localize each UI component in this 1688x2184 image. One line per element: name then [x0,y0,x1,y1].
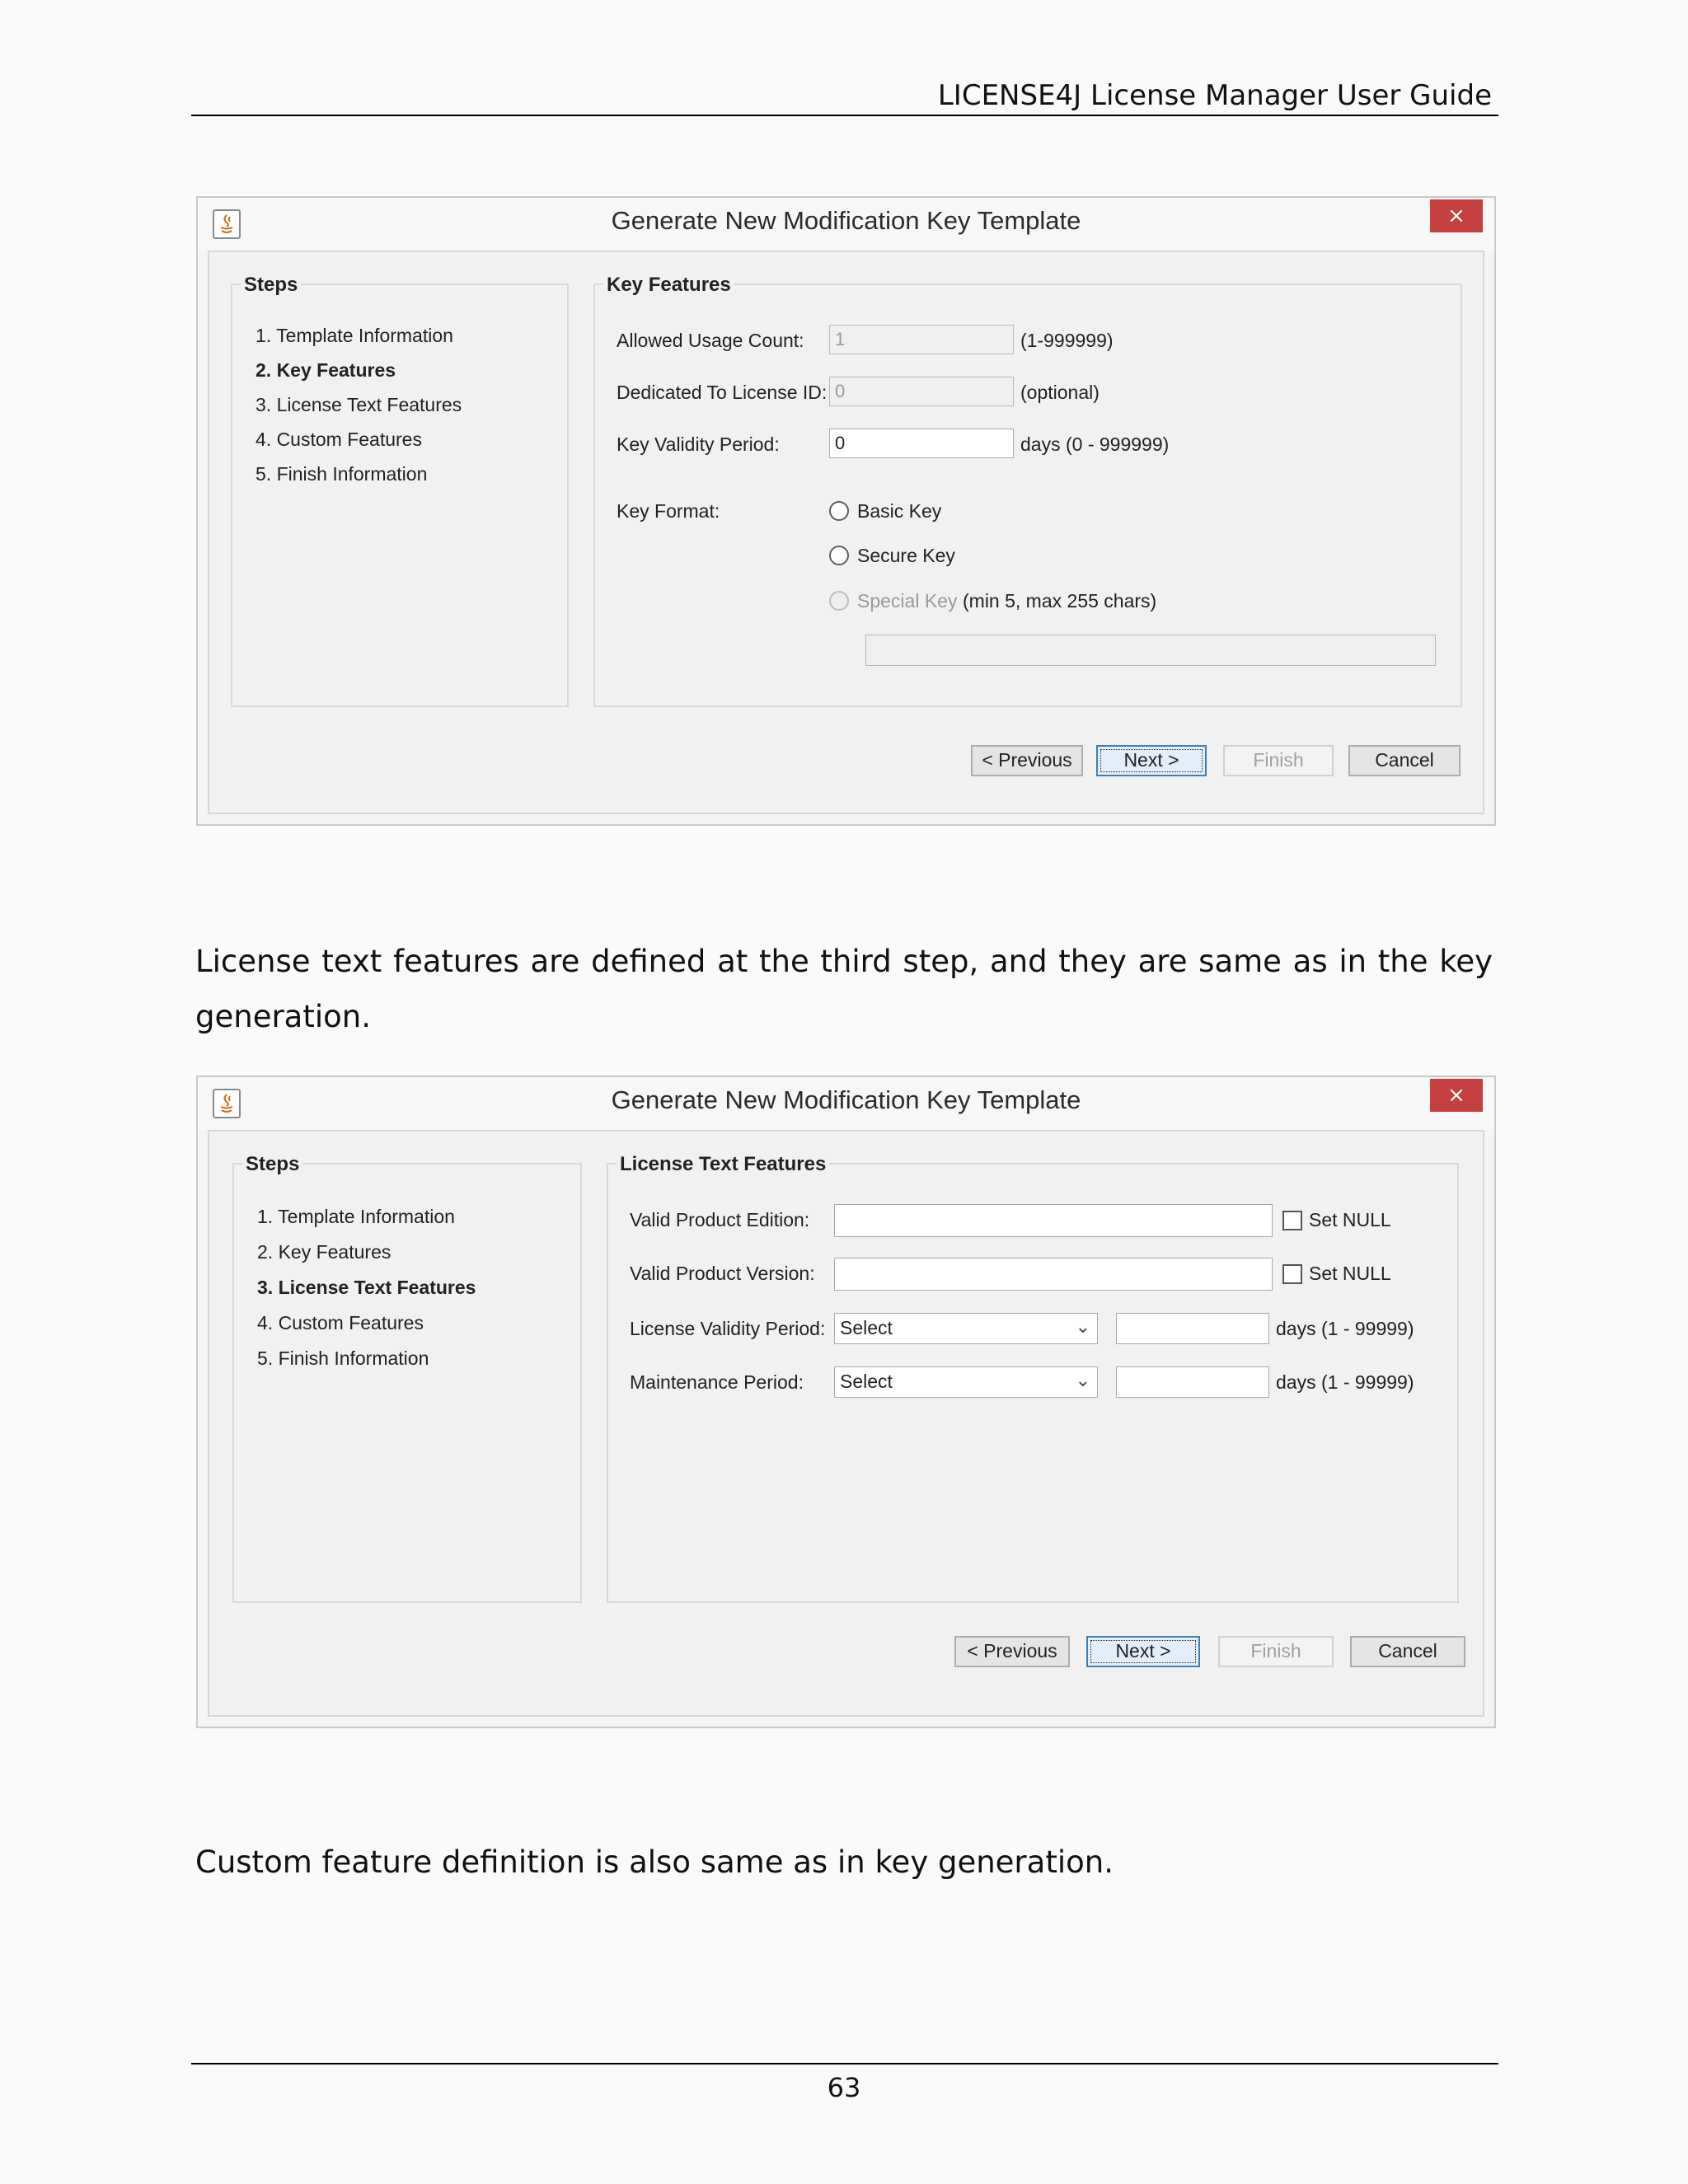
steps-panel [232,1153,582,1603]
dialog-key-features [196,196,1496,826]
license-validity-select-value: Select [840,1317,893,1338]
dialog-title: Generate New Modification Key Template [611,1085,1081,1114]
step-1: 1. Template Information [256,325,453,346]
product-version-label: Valid Product Version: [630,1263,815,1284]
dialog-body [208,1130,1484,1717]
special-key-hint: (min 5, max 255 chars) [963,590,1157,612]
step-4: 4. Custom Features [257,1312,424,1333]
edition-set-null-checkbox[interactable] [1282,1211,1302,1230]
key-validity-field[interactable]: 0 [829,429,1014,458]
step-2: 2. Key Features [257,1241,392,1263]
maintenance-period-select[interactable] [834,1366,1098,1398]
chevron-down-icon: ⌄ [1075,1370,1090,1390]
footer-divider [191,2063,1498,2064]
maintenance-period-hint: days (1 - 99999) [1276,1371,1414,1393]
step-3: 3. License Text Features [257,1277,476,1298]
page-header-title: LICENSE4J License Manager User Guide [937,79,1492,112]
previous-button[interactable]: < Previous [954,1636,1070,1667]
key-features-panel [593,274,1462,707]
license-validity-label: License Validity Period: [630,1318,826,1339]
edition-set-null-label: Set NULL [1309,1209,1391,1230]
next-button[interactable]: Next > [1086,1636,1200,1667]
key-validity-hint: days (0 - 999999) [1020,434,1170,455]
cancel-button[interactable]: Cancel [1348,745,1461,776]
header-divider [191,115,1498,116]
step-5: 5. Finish Information [256,463,428,485]
chevron-down-icon: ⌄ [1075,1316,1090,1337]
license-validity-select[interactable] [834,1313,1098,1344]
product-edition-label: Valid Product Edition: [630,1209,810,1230]
version-set-null-label: Set NULL [1309,1263,1391,1284]
license-id-hint: (optional) [1020,382,1100,403]
step-4: 4. Custom Features [256,429,422,450]
license-id-field[interactable]: 0 [829,377,1014,406]
license-text-features-panel [607,1153,1459,1603]
maintenance-days-field[interactable] [1116,1366,1269,1398]
key-format-label: Key Format: [617,500,720,522]
special-key-label: Special Key [857,590,958,612]
license-id-label: Dedicated To License ID: [617,382,828,403]
step-5: 5. Finish Information [257,1347,429,1369]
step-1: 1. Template Information [257,1206,455,1227]
usage-count-field[interactable]: 1 [829,325,1014,354]
maintenance-period-label: Maintenance Period: [630,1371,804,1393]
basic-key-radio[interactable] [829,501,849,521]
maintenance-period-select-value: Select [840,1371,893,1392]
finish-button[interactable]: Finish [1223,745,1334,776]
secure-key-label: Secure Key [857,545,955,566]
previous-button[interactable]: < Previous [971,745,1083,776]
dialog-license-text-features [196,1076,1496,1728]
cancel-button[interactable]: Cancel [1350,1636,1465,1667]
license-validity-hint: days (1 - 99999) [1276,1318,1414,1339]
steps-heading: Steps [242,1153,302,1176]
dialog-titlebar [198,198,1494,251]
license-text-features-heading: License Text Features [617,1153,829,1176]
steps-panel [231,274,569,707]
special-key-radio[interactable] [829,591,849,611]
next-button[interactable]: Next > [1096,745,1207,776]
secure-key-radio[interactable] [829,546,849,565]
special-key-field[interactable] [865,635,1436,666]
close-button[interactable]: × [1430,1079,1483,1112]
step-3: 3. License Text Features [256,394,462,415]
key-validity-label: Key Validity Period: [617,434,780,455]
dialog-titlebar [198,1077,1494,1130]
product-version-field[interactable] [834,1258,1273,1291]
key-features-heading: Key Features [603,274,734,297]
usage-count-label: Allowed Usage Count: [617,330,804,351]
license-validity-days-field[interactable] [1116,1313,1269,1344]
page-number: 63 [827,2072,861,2103]
steps-heading: Steps [241,274,301,297]
paragraph-custom-features: Custom feature definition is also same as in key generation. [195,1844,1114,1880]
finish-button[interactable]: Finish [1218,1636,1334,1667]
step-2: 2. Key Features [256,359,396,381]
dialog-title: Generate New Modification Key Template [611,206,1081,235]
paragraph-license-text: License text features are defined at the third step, and they are same as in the key generation. [195,944,1493,1034]
version-set-null-checkbox[interactable] [1282,1264,1302,1284]
product-edition-field[interactable] [834,1204,1273,1237]
usage-count-hint: (1-999999) [1020,330,1114,351]
dialog-body [208,251,1484,814]
basic-key-label: Basic Key [857,500,942,522]
close-button[interactable]: × [1430,199,1483,232]
